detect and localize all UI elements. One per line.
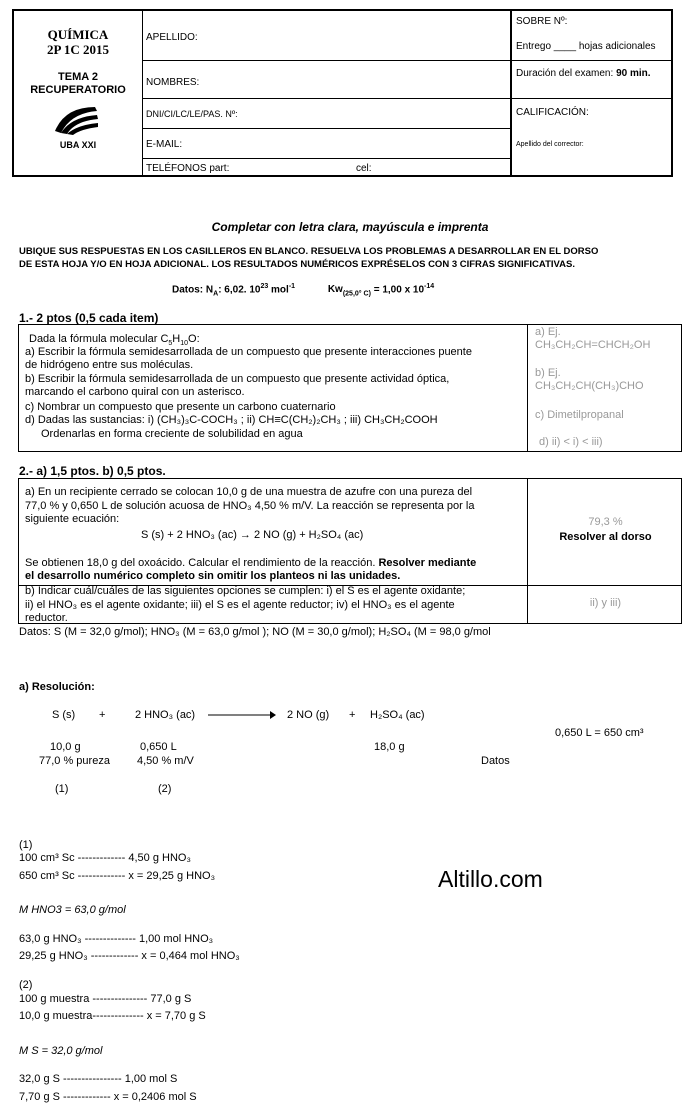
datos-constants: Datos: $N_A$: 6,02. $10^{23}$ mol$^{-1}$ $Kw_{(25,0^\circ C)} = 1,00$ x $10^{-14}$ (172, 283, 435, 298)
uba-logo-icon (51, 103, 101, 137)
q1-answer-a-label: a) Ej. (535, 326, 561, 338)
apellido-row[interactable] (142, 11, 510, 61)
q2a-line-2: 77,0 % y 0,650 L de solución acuosa de HNO₃ 4,50 % m/V. La reacción se representa por la (25, 500, 475, 512)
q1-line-5: marcando el carbono quiral con un asterisco. (25, 386, 245, 398)
student-fields (142, 11, 510, 175)
q2-answer-b: ii) y iii) (589, 597, 622, 609)
calc-2-line-2: 10,0 g muestra-------------- x = 7,70 g S (19, 1010, 206, 1022)
q2b-line-2: ii) el HNO₃ es el agente oxidante; iii) el S es el agente reductor; iv) el HNO₃ es el agente (25, 599, 455, 611)
nombres-row[interactable] (142, 61, 510, 99)
tipo-label: RECUPERATORIO (30, 84, 126, 96)
corrector-label: Apellido del corrector: (516, 141, 584, 148)
q2a-line-1: a) En un recipiente cerrado se colocan 10,0 g de una muestra de azufre con una pureza del (25, 486, 473, 498)
q1-line-3: de hidrógeno entre sus moléculas. (25, 359, 194, 371)
dato-concentracion: 4,50 % m/V (137, 755, 194, 767)
calificacion-label: CALIFICACIÓN: (516, 107, 589, 118)
reaction-plus-1: + (99, 709, 106, 721)
watermark: Altillo.com (438, 866, 543, 892)
logo-text: UBA XXI (59, 140, 97, 150)
q1-line-6: c) Nombrar un compuesto que presente un carbono cuaternario (25, 401, 336, 413)
datos-label: Datos (481, 755, 510, 767)
instructions-line-2: DE ESTA HOJA Y/O EN HOJA ADICIONAL. LOS RESULTADOS NUMÉRICOS EXPRÉSELOS CON 3 CIFRAS SIGNIFICATIVAS. (19, 259, 575, 270)
nombres-label: NOMBRES: (146, 77, 200, 88)
reaction-plus-2: + (349, 709, 356, 721)
q1-answer-a: CH₃CH₂CH=CHCH₂OH (535, 339, 651, 351)
q1-answer-c: c) Dimetilpropanal (535, 409, 624, 421)
dato-masa-muestra: 10,0 g (50, 741, 81, 753)
calc-1-line-3: 63,0 g HNO₃ -------------- 1,00 mol HNO₃ (19, 933, 214, 945)
telefono-row[interactable] (142, 161, 510, 177)
duracion-value: 90 min. (616, 68, 651, 79)
calificacion-cell[interactable] (512, 99, 673, 177)
paso-2-marker: (2) (158, 783, 172, 795)
telefono-label: TELÉFONOS part: (146, 163, 230, 174)
q1-line-2: a) Escribir la fórmula semidesarrollada de un compuesto que presente interacciones puente (25, 346, 472, 358)
molar-mass-s: M S = 32,0 g/mol (19, 1045, 103, 1057)
reaction-h2so4: H₂SO₄ (ac) (370, 709, 425, 721)
reaction-hno3: 2 HNO₃ (ac) (135, 709, 196, 721)
q1-line-1: Dada la fórmula molecular $C_5H_{10}O$: (29, 333, 200, 348)
calc-1-line-1: 100 cm³ Sc ------------- 4,50 g HNO₃ (19, 852, 191, 864)
course-block (14, 11, 143, 175)
sobre-cell[interactable] (512, 11, 673, 61)
subtitle: Completar con letra clara, mayúscula e imprenta (211, 220, 489, 234)
q2b-line-1: b) Indicar cuál/cuáles de las siguientes opciones se cumplen: i) el S es el agente oxidante; (25, 585, 466, 597)
q2a-line-4: Se obtienen 18,0 g del oxoácido. Calcular el rendimiento de la reacción. Resolver mediante (25, 557, 477, 569)
email-label: E-MAIL: (146, 139, 183, 150)
reaction-s: S (s) (52, 709, 76, 721)
q1-line-8: Ordenarlas en forma creciente de solubilidad en agua (41, 428, 303, 440)
q2-title: 2.- a) 1,5 ptos. b) 0,5 ptos. (19, 464, 166, 478)
admin-fields (510, 11, 673, 175)
duracion-label: Duración del examen: (516, 68, 614, 79)
q2-box (18, 478, 682, 624)
instructions-line-1: UBIQUE SUS RESPUESTAS EN LOS CASILLEROS EN BLANCO. RESUELVA LOS PROBLEMAS A DESARROLLAR EN EL DORSO (19, 246, 599, 257)
dni-label: DNI/CI/LC/LE/PAS. Nº: (146, 109, 238, 119)
exam-code: 2P 1C 2015 (46, 42, 110, 57)
q2-answer-a: 79,3 % (588, 516, 623, 528)
q1-answer-b: CH₃CH₂CH(CH₃)CHO (535, 380, 644, 392)
molar-mass-hno3: M HNO3 = 63,0 g/mol (19, 904, 126, 916)
q2a-line-5: el desarrollo numérico completo sin omitir los planteos ni las unidades. (25, 570, 401, 582)
course-name: QUÍMICA (47, 27, 109, 42)
calc-1-line-4: 29,25 g HNO₃ ------------- x = 0,464 mol HNO₃ (19, 950, 240, 962)
q1-line-4: b) Escribir la fórmula semidesarrollada de un compuesto que presente actividad óptica, (25, 373, 450, 385)
q2b-line-3: reductor. (25, 612, 68, 624)
exam-header (12, 9, 673, 177)
q2-datos: Datos: S (M = 32,0 g/mol); HNO₃ (M = 63,0 g/mol ); NO (M = 30,0 g/mol); H₂SO₄ (M = 98,0 g/mol (19, 626, 491, 638)
email-row[interactable] (142, 129, 510, 159)
q2-answer-a-note: Resolver al dorso (559, 531, 652, 543)
q1-answer-b-label: b) Ej. (535, 367, 561, 379)
dni-row[interactable] (142, 99, 510, 129)
q2a-line-3: siguiente ecuación: (25, 513, 120, 525)
calc-1-line-2: 650 cm³ Sc ------------- x = 29,25 g HNO₃ (19, 870, 216, 882)
cel-label: cel: (356, 163, 372, 174)
calc-1-title: (1) (19, 839, 33, 851)
calc-2-line-4: 7,70 g S ------------- x = 0,2406 mol S (19, 1091, 197, 1103)
duracion-cell (512, 61, 673, 99)
dato-pureza: 77,0 % pureza (39, 755, 110, 767)
reaction-no: 2 NO (g) (287, 709, 330, 721)
calc-2-title: (2) (19, 979, 33, 991)
q1-line-7: d) Dadas las sustancias: i) (CH₃)₃C-COCH₃ ; ii) CH≡C(CH₂)₂CH₃ ; iii) CH₃CH₂COOH (25, 414, 438, 426)
resolucion-title: a) Resolución: (19, 681, 95, 693)
q1-answer-d: d) ii) < i) < iii) (539, 436, 603, 448)
volume-conversion: 0,650 L = 650 cm³ (555, 727, 644, 739)
q1-divider (527, 325, 528, 451)
tema-label: TEMA 2 (58, 71, 98, 83)
q1-box (18, 324, 682, 452)
q2a-equation: S (s) + 2 HNO₃ (ac) → 2 NO (g) + H₂SO₄ (ac) (141, 529, 364, 541)
dato-masa-oxoacido: 18,0 g (374, 741, 405, 753)
dato-volumen: 0,650 L (140, 741, 177, 753)
q1-title: 1.- 2 ptos (0,5 cada item) (19, 311, 159, 325)
reaction-arrow-icon (208, 709, 276, 721)
sobre-label: SOBRE Nº: (516, 16, 568, 27)
calc-2-line-3: 32,0 g S ---------------- 1,00 mol S (19, 1073, 178, 1085)
paso-1-marker: (1) (55, 783, 69, 795)
entrego-label: Entrego ____ hojas adicionales (516, 41, 656, 52)
calc-2-line-1: 100 g muestra --------------- 77,0 g S (19, 993, 192, 1005)
apellido-label: APELLIDO: (146, 32, 198, 43)
